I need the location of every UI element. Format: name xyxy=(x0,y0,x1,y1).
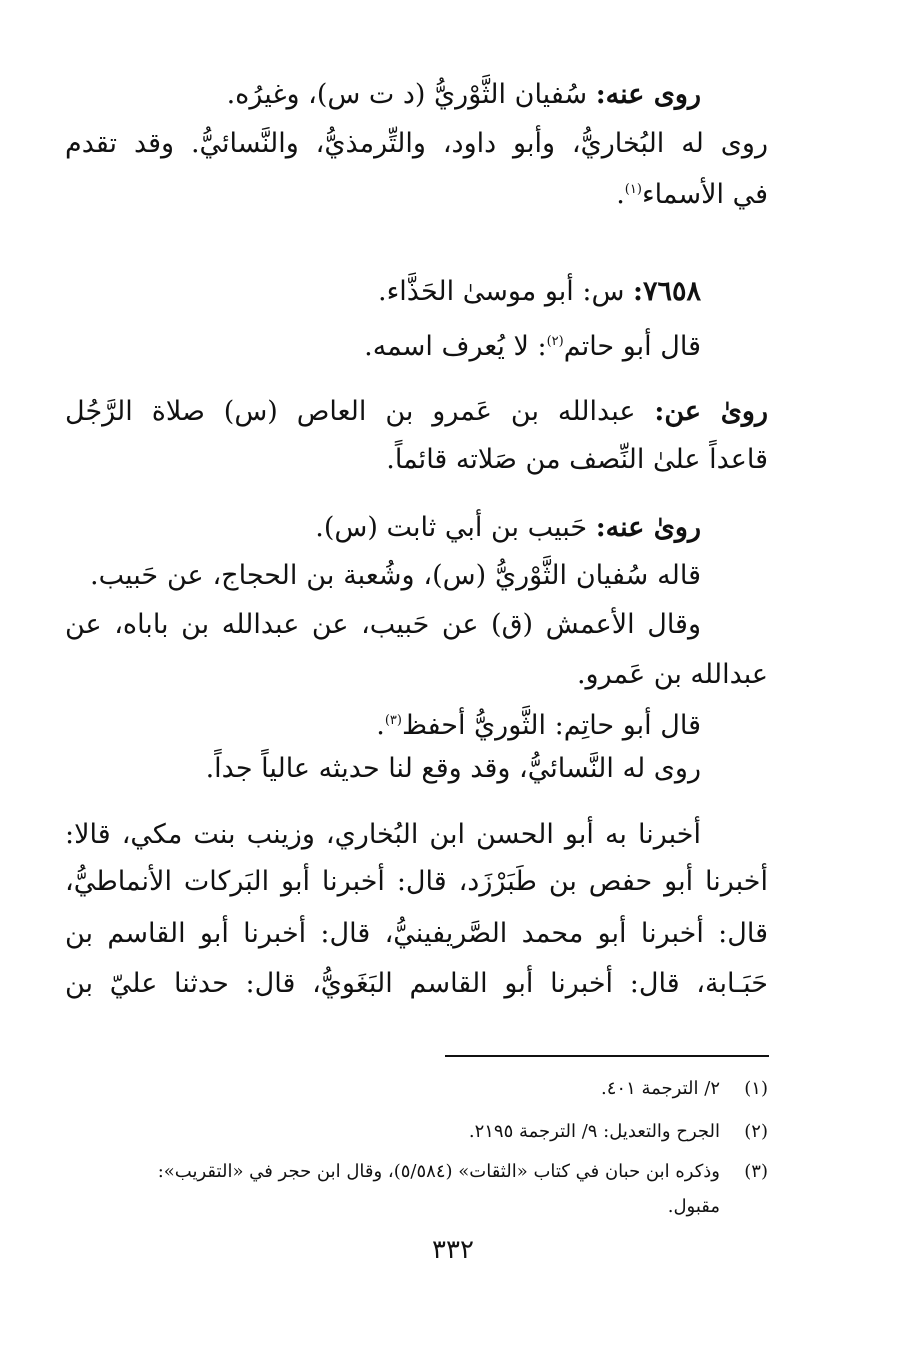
line-text: عبدالله بن عَمرو. xyxy=(576,659,768,690)
footnote xyxy=(600,1192,720,1222)
line-text: حَبَـابة، قال: أخبرنا أبو القاسم البَغَويُّ، قال: حدثنا عليّ بن xyxy=(65,968,768,999)
line-text: في الأسماء xyxy=(641,179,768,210)
line-text: س: أبو موسىٰ الحَذَّاء. xyxy=(378,276,634,307)
entry-label: روىٰ عن: xyxy=(654,396,768,427)
footnote-number: (٢) xyxy=(744,1121,768,1142)
text-line xyxy=(65,815,701,855)
line-text: أخبرنا أبو حفص بن طَبَرْزَد، قال: أخبرنا أبو البَركات الأنماطيُّ، xyxy=(65,866,768,897)
footnote-text: مقبول. xyxy=(667,1196,720,1217)
page-number: ٣٣٢ xyxy=(432,1235,474,1265)
line-text: قاعداً علىٰ النِّصف من صَلاته قائماً. xyxy=(386,444,768,475)
text-line xyxy=(576,655,768,695)
line-text-tail: . xyxy=(616,179,625,210)
text-line xyxy=(205,75,701,115)
line-text: أخبرنا به أبو الحسن ابن البُخاري، وزينب بنت مكي، قالا: xyxy=(65,819,701,850)
line-text: روى له البُخاريُّ، وأبو داود، والتِّرمذيُّ، والنَّسائيُّ. وقد تقدم xyxy=(65,128,768,159)
text-line xyxy=(65,605,701,645)
entry-label: ٧٦٥٨: xyxy=(633,276,701,307)
line-text: روى له النَّسائيُّ، وقد وقع لنا حديثه عالياً جداً. xyxy=(205,753,701,784)
line-text: عبدالله بن عَمرو بن العاص (س) صلاة الرَّجُل xyxy=(65,396,655,427)
footnote-text: ٢/ الترجمة ٤٠١. xyxy=(601,1078,720,1099)
line-text: قال أبو حاتِم: الثَّوريُّ أحفظ xyxy=(401,710,701,741)
footnote-marker: (٢) xyxy=(546,334,564,349)
line-text-tail: . xyxy=(376,710,385,741)
text-line xyxy=(65,124,768,164)
footnote xyxy=(380,1074,768,1104)
text-line xyxy=(65,914,768,954)
text-line xyxy=(370,440,768,480)
footnote-marker: (٣) xyxy=(384,713,402,728)
entry-label: روى عنه: xyxy=(595,79,701,110)
line-text: حَبيب بن أبي ثابت (س). xyxy=(315,512,596,543)
line-text: قال أبو حاتم xyxy=(563,331,701,362)
footnote-separator xyxy=(445,1055,769,1057)
text-line xyxy=(205,749,701,789)
line-text: وقال الأعمش (ق) عن حَبيب، عن عبدالله بن باباه، عن xyxy=(65,609,701,640)
footnote-text: وذكره ابن حبان في كتاب «الثقات» (٥/٥٨٤)، وقال ابن حجر في «التقريب»: xyxy=(157,1161,720,1182)
text-line xyxy=(330,322,701,362)
text-line xyxy=(65,862,768,902)
entry-label: روىٰ عنه: xyxy=(595,512,701,543)
footnote-number: (١) xyxy=(744,1078,768,1099)
line-text: قال: أخبرنا أبو محمد الصَّريفينيُّ، قال: أخبرنا أبو القاسم بن xyxy=(65,918,768,949)
footnote-text: الجرح والتعديل: ٩/ الترجمة ٢١٩٥. xyxy=(468,1121,720,1142)
line-text: سُفيان الثَّوْريُّ (د ت س)، وغيرُه. xyxy=(226,79,596,110)
text-line xyxy=(600,170,768,210)
text-line xyxy=(315,508,701,548)
text-line xyxy=(65,964,768,1004)
footnote-marker: (١) xyxy=(624,182,642,197)
footnote xyxy=(380,1117,768,1147)
footnote-number: (٣) xyxy=(744,1161,768,1182)
text-line xyxy=(360,701,701,741)
text-line xyxy=(90,556,701,596)
line-text-tail: : لا يُعرف اسمه. xyxy=(364,331,547,362)
text-line xyxy=(350,272,701,312)
line-text: قاله سُفيان الثَّوْريُّ (س)، وشُعبة بن الحجاج، عن حَبيب. xyxy=(90,560,701,591)
text-line xyxy=(65,392,768,432)
footnote xyxy=(60,1157,768,1187)
